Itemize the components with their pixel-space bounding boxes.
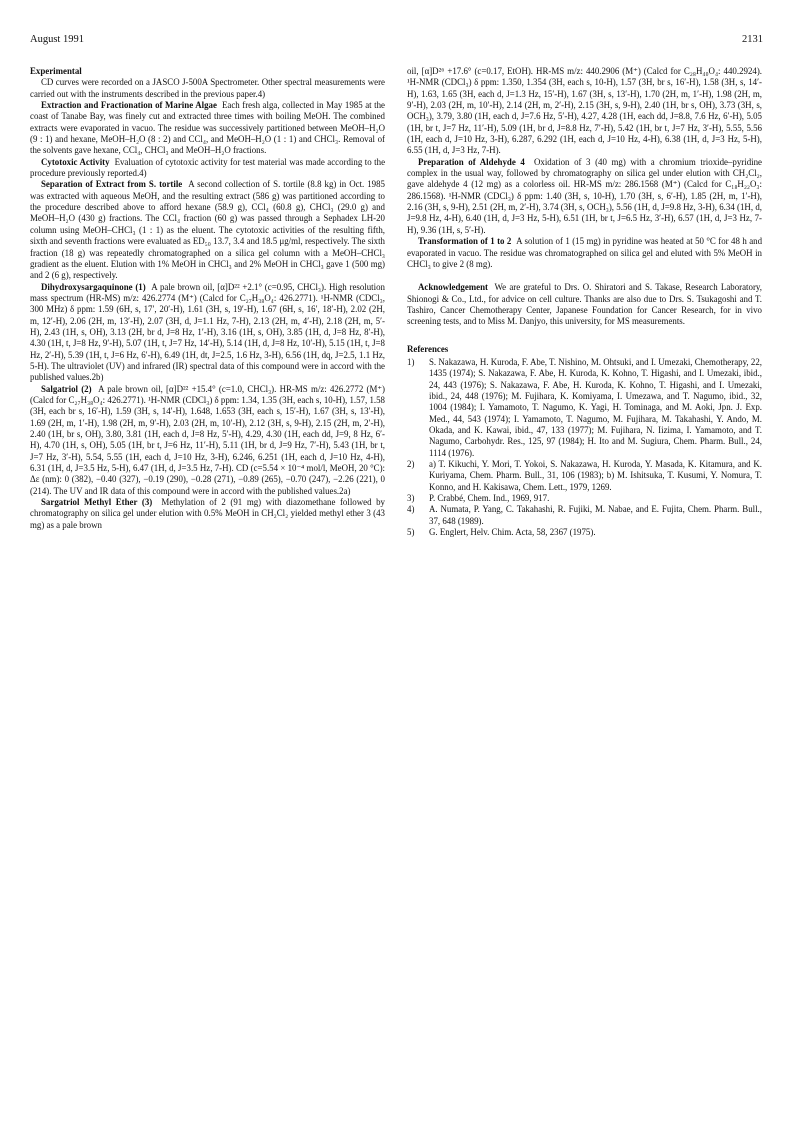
transformation-text: A solution of 1 (15 mg) in pyridine was heated at 50 °C for 48 h and evaporated in vacuo. The residue was chromatographed on silica gel and eluted with 5% MeOH in CHCl₃ to give 2 (8 mg).	[407, 236, 763, 269]
cytotoxic-paragraph	[30, 157, 385, 180]
issue-date: August 1991	[30, 34, 84, 45]
reference-number: 1)	[407, 356, 415, 367]
cytotoxic-text: Evaluation of cytotoxic activity for test material was made according to the procedure previously reported.4)	[30, 156, 386, 179]
reference-number: 4)	[407, 504, 415, 515]
salgatriol-heading: Salgatriol (2)	[41, 383, 92, 394]
dihydroxy-heading: Dihydroxysargaquinone (1)	[41, 281, 146, 292]
reference-number: 3)	[407, 493, 415, 504]
reference-text: S. Nakazawa, H. Kuroda, F. Abe, T. Nishino, M. Ohtsuki, and I. Umezaki, Chemotherapy, 22, 1435 (1974); S. Nakazawa, F. Abe, H. Kuroda, K. Kohno, T. Higashi, and I. Umezaki, ibid., 24, 443 (1976); S. Nakazawa, F. Abe, H. Kuroda, K. Kohno, T. Higashi, and I. Umezaki, ibid., 24, 448 (1976); M. Fujihara, K. Komiyama, I. Umezawa, and T. Nagumo, ibid., 32, 1004 (1984); I. Yamamoto, T. Nagumo, K. Yagi, H. Tominaga, and M. Aoki, Jpn. J. Exp. Med., 44, 543 (1974); I. Yamamoto, T. Nagumo, M. Fujihara, M. Takahashi, Y. Ando, M. Okada, and K. Kawai, ibid., 47, 133 (1977); M. Fujihara, N. Iizima, I. Yamamoto, and T. Nagumo, Carbohydr. Res., 125, 97 (1984); H. Ito and M. Sugiura, Chem. Pharm. Bull., 24, 1114 (1976).	[429, 356, 762, 458]
transformation-heading: Transformation of 1 to 2	[418, 236, 512, 247]
methyl-ether-heading: Sargatriol Methyl Ether (3)	[41, 497, 153, 508]
extraction-text: Each fresh alga, collected in May 1985 at the coast of Tanabe Bay, was finely cut and extracted three times with boiling MeOH. The combined extracts were evaporated in vacuo. The residue was successively partitioned between MeOH–H₂O (9 : 1) and hexane, MeOH–H₂O (8 : 2) and CCl₄, and MeOH–H₂O (1 : 1) and CHCl₃. Removal of the solvents gave hexane, CCl₄, CHCl₃ and MeOH–H₂O fractions.	[30, 100, 385, 156]
reference-text: P. Crabbé, Chem. Ind., 1969, 917.	[429, 493, 550, 504]
experimental-paragraph: CD curves were recorded on a JASCO J-500A Spectrometer. Other spectral measurements were carried out with the instruments described in the previous paper.4)	[30, 77, 385, 99]
salgatriol-text: A pale brown oil, [α]D²² +15.4° (c=1.0, CHCl₃). HR-MS m/z: 426.2772 (M⁺) (Calcd for C₂₇H₃₈O₄: 426.2771). ¹H-NMR (CDCl₃) δ ppm: 1.34, 1.35 (3H, each s, 10-H), 1.57, 1.58 (3H, each br s, 16′-H), 1.59 (3H, s, 14′-H), 1.648, 1.653 (3H, each s, 15′-H), 1.67 (3H, s, 13′-H), 1.69 (2H, m, 1′-H), 1.98 (2H, m, 9′-H), 2.03 (2H, m, 10′-H), 2.12 (3H, s, 9-H), 2.15 (2H, m, 2′-H), 2.40 (1H, br s, OH), 3.80, 3.81 (1H, each d, J=8 Hz, 5′-H), 4.29, 4.30 (1H, each dd, J=9, 8 Hz, 6′-H), 4.70 (1H, s, OH), 5.05 (1H, br t, J=6 Hz, 11′-H), 5.11 (1H, br d, J=9 Hz, 7′-H), 5.43 (1H, br t, J=7 Hz, 3′-H), 5.54, 5.55 (1H, each d, J=10 Hz, 3-H), 6.246, 6.251 (1H, each d, J=10 Hz, 4-H), 6.31 (1H, d, J=3.5 Hz, 5-H), 6.47 (1H, d, J=3.5 Hz, 7-H). CD (c=5.54 × 10⁻⁴ mol/l, MeOH, 20 °C): Δε (nm): 0 (382), −0.40 (327), −0.19 (290), −0.28 (271), −0.89 (265), −0.70 (247), −2.26 (221), 0 (214). The UV and IR data of this compound were in accord with the published values.2a)	[30, 383, 385, 496]
separation-paragraph	[30, 179, 385, 281]
reference-text: G. Englert, Helv. Chim. Acta, 58, 2367 (1975).	[429, 527, 596, 538]
references-list	[407, 357, 762, 539]
reference-item	[407, 527, 762, 538]
acknowledgement-text: We are grateful to Drs. O. Shiratori and S. Takase, Research Laboratory, Shionogi & Co., Ltd., for advice on cell culture. Thanks are also due to Drs. S. Tsukagoshi and T. Tashiro, Cancer Chemotherapy Center, Japanese Foundation for Cancer Research, for in vivo screening tests, and to Miss M. Danjyo, this university, for MS measurements.	[407, 282, 762, 327]
extraction-heading: Extraction and Fractionation of Marine Algae	[41, 100, 217, 111]
aldehyde-paragraph	[407, 157, 762, 236]
salgatriol-paragraph	[30, 384, 385, 497]
extraction-paragraph	[30, 100, 385, 157]
reference-text: a) T. Kikuchi, Y. Mori, T. Yokoi, S. Nakazawa, H. Kuroda, Y. Masada, K. Kitamura, and K. Kuriyama, Chem. Pharm. Bull., 31, 106 (1983); b) M. Ishitsuka, T. Kusumi, Y. Nomura, T. Konno, and H. Kakisawa, Chem. Lett., 1979, 1269.	[429, 459, 762, 492]
aldehyde-heading: Preparation of Aldehyde 4	[418, 156, 525, 167]
references-heading: References	[407, 343, 449, 354]
acknowledgement-heading: Acknowledgement	[418, 282, 489, 293]
methyl-ether-text: Methylation of 2 (91 mg) with diazomethane followed by chromatography on silica gel under elution with 0.5% MeOH in CH₂Cl₂ yielded methyl ether 3 (43 mg) as a pale brown	[30, 497, 385, 530]
transformation-paragraph	[407, 236, 762, 270]
dihydroxy-paragraph	[30, 282, 385, 384]
reference-item	[407, 493, 762, 504]
acknowledgement-paragraph	[407, 282, 762, 327]
right-column	[407, 66, 762, 538]
experimental-heading: Experimental	[30, 66, 82, 76]
continuation-paragraph: oil, [α]D²⁶ +17.6° (c=0.17, EtOH). HR-MS m/z: 440.2906 (M⁺) (Calcd for C₂₈H₄₀O₄: 440.2924). ¹H-NMR (CDCl₃) δ ppm: 1.350, 1.354 (3H, each s, 10-H), 1.57 (3H, br s, 16′-H), 1.58 (3H, s, 14′-H), 1.63, 1.65 (3H, each d, J=1.3 Hz, 15′-H), 1.67 (3H, s, 13′-H), 1.70 (2H, m, 1′-H), 1.98 (2H, m, 9′-H), 2.03 (2H, m, 10′-H), 2.14 (2H, m, 2′-H), 2.15 (3H, s, 9-H), 2.40 (1H, br s, OH), 3.73 (3H, s, OCH₃), 3.79, 3.80 (1H, each d, J=7.6 Hz, 5′-H), 4.27, 4.28 (1H, each dd, J=8.8, 7.6 Hz, 6′-H), 5.05 (1H, br t, J=7 Hz, 11′-H), 5.09 (1H, br d, J=8.8 Hz, 7′-H), 5.42 (1H, br t, J=7 Hz, 3′-H), 5.55, 5.56 (1H, each d, J=10 Hz, 3-H), 6.287, 6.292 (1H, each d, J=10 Hz, 4-H), 6.38 (1H, d, J=3 Hz, 5-H), 6.55 (1H, d, J=3 Hz, 7-H).	[407, 66, 762, 156]
running-header	[30, 34, 763, 48]
reference-item	[407, 504, 762, 527]
aldehyde-text: Oxidation of 3 (40 mg) with a chromium trioxide–pyridine complex in the usual way, followed by chromatography on silica gel under elution with CH₂Cl₂, gave aldehyde 4 (12 mg) as a colorless oil. HR-MS m/z: 286.1568 (M⁺) (Calcd for C₁₈H₂₂O₃: 286.1568). ¹H-NMR (CDCl₃) δ ppm: 1.40 (3H, s, 10-H), 1.70 (3H, s, 6′-H), 1.85 (2H, m, 1′-H), 2.16 (3H, s, 9-H), 2.51 (2H, m, 2′-H), 3.74 (3H, s, OCH₃), 5.56 (1H, d, J=9.8 Hz, 3-H), 6.34 (1H, d, J=9.8 Hz, 4-H), 6.40 (1H, d, J=3 Hz, 5-H), 6.51 (1H, br t, J=6.5 Hz, 3′-H), 6.57 (1H, d, J=3 Hz, 7-H), 9.36 (1H, s, 5′-H).	[407, 156, 762, 235]
reference-number: 2)	[407, 459, 415, 469]
section-gap	[407, 328, 762, 340]
reference-text: A. Numata, P. Yang, C. Takahashi, R. Fujiki, M. Nabae, and E. Fujita, Chem. Pharm. Bull., 37, 648 (1989).	[429, 504, 762, 526]
separation-text: A second collection of S. tortile (8.8 kg) in Oct. 1985 was extracted with aqueous MeOH, and the resulting extract (586 g) was partitioned according to the procedure described above to afford hexane (58.9 g), CCl₄ (60.8 g), CHCl₃ (29.0 g) and MeOH–H₂O (430 g) fractions. The CCl₄ fraction (60 g) was passed through a Sephadex LH-20 column using MeOH–CHCl₃ (1 : 1) as the eluent. The cytotoxic activities of the resulting fifth, sixth and seventh fractions were evaluated as ED₅₀ 13.7, 3.4 and 18.5 μg/ml, respectively. The sixth fraction (18 g) was repeatedly chromatographed on a silica gel column with a MeOH–CHCl₃ gradient as the eluent. Elution with 1% MeOH in CHCl₃ and 2% MeOH in CHCl₃ gave 1 (500 mg) and 2 (6 g), respectively.	[30, 179, 385, 281]
page-number: 2131	[742, 34, 763, 45]
methyl-ether-paragraph	[30, 497, 385, 531]
reference-number: 5)	[407, 527, 415, 538]
reference-item	[407, 357, 762, 459]
dihydroxy-text: A pale brown oil, [α]D²² +2.1° (c=0.95, CHCl₃). High resolution mass spectrum (HR-MS) m/z: 426.2774 (M⁺) (Calcd for C₂₇H₃₈O₄: 426.2771). ¹H-NMR (CDCl₃, 300 MHz) δ ppm: 1.59 (6H, s, 17′, 20′-H), 1.61 (3H, s, 19′-H), 1.67 (6H, s, 16′, 18′-H), 2.02 (2H, m, 12′-H), 2.06 (2H, m, 13′-H), 2.07 (3H, d, J=1.1 Hz, 7-H), 2.13 (2H, m, 4′-H), 2.18 (2H, m, 5′-H), 2.43 (1H, s, OH), 3.13 (2H, br d, J=8 Hz, 1′-H), 3.16 (1H, s, OH), 3.85 (1H, d, J=8 Hz, 8′-H), 4.30 (1H, t, J=8 Hz, 9′-H), 5.07 (1H, t, J=7 Hz, 14′-H), 5.14 (1H, d, J=8 Hz, 10′-H), 5.15 (1H, t, J=8 Hz, 2′-H), 5.39 (1H, t, J=6 Hz, 6′-H), 6.49 (1H, dt, J=2.5, 1.6 Hz, 3-H), 6.56 (1H, dq, J=2.5, 1.1 Hz, 5-H). The ultraviolet (UV) and infrared (IR) spectral data of this compound were in accord with the published values.2b)	[30, 281, 385, 383]
section-gap	[407, 270, 762, 282]
left-column	[30, 66, 385, 531]
cytotoxic-heading: Cytotoxic Activity	[41, 156, 110, 167]
reference-item	[407, 459, 762, 493]
separation-heading: Separation of Extract from S. tortile	[41, 179, 183, 190]
